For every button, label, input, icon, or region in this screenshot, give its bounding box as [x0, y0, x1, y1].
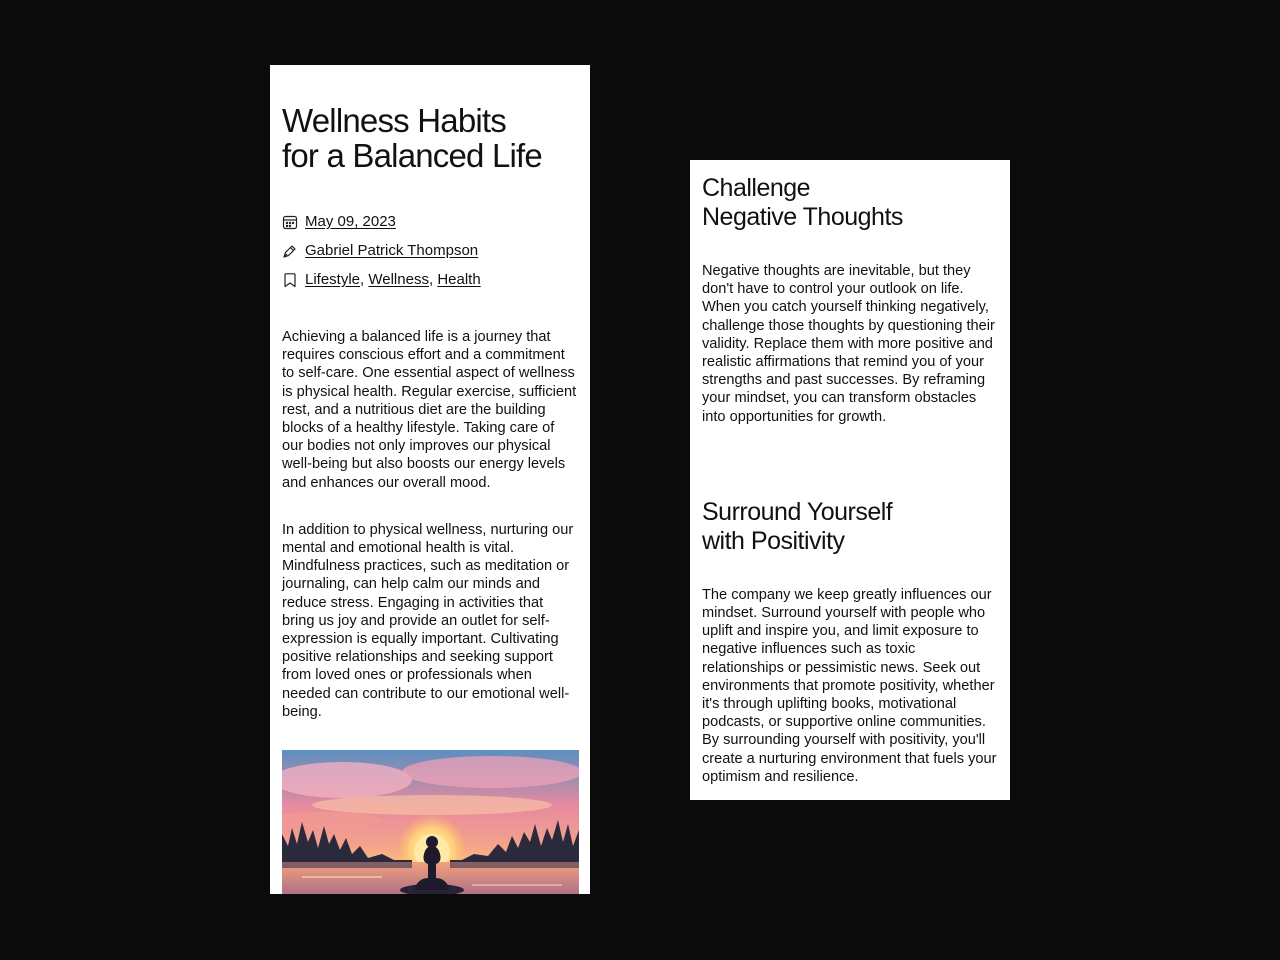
post-title: Wellness Habits for a Balanced Life: [282, 102, 542, 174]
category-link-wellness[interactable]: Wellness: [368, 271, 429, 288]
post-categories: [305, 271, 481, 288]
category-separator: ,: [428, 271, 438, 288]
post-author-row: [282, 236, 578, 265]
category-link-lifestyle[interactable]: Lifestyle: [305, 271, 361, 288]
post-paragraph: In addition to physical wellness, nurturing our mental and emotional health is vital. Mindfulness practices, such as meditation or journaling, can help calm our minds and reduce stress. Engaging in activities that bring us joy and provide an outlet for self-expression is equally important. Cultivating positive relationships and seeking support from loved ones or professionals when needed can contribute to our emotional well-being.: [282, 521, 574, 720]
post-card: [270, 65, 590, 894]
post-date-link[interactable]: May 09, 2023: [305, 213, 396, 230]
section-heading-challenge: Challenge Negative Thoughts: [702, 174, 903, 231]
post-date-row: [282, 207, 578, 236]
meditation-sunset-image: [282, 750, 579, 894]
post-paragraph: Achieving a balanced life is a journey that requires conscious effort and a commitment to self-care. One essential aspect of wellness is physical health. Regular exercise, sufficient rest, and a nutritious diet are the building blocks of a healthy lifestyle. Taking care of our bodies not only improves our physical well-being but also boosts our energy levels and enhances our overall mood.: [282, 329, 577, 491]
post-categories-row: [282, 265, 578, 294]
calendar-icon: [282, 214, 298, 230]
post-author-link[interactable]: Gabriel Patrick Thompson: [305, 242, 479, 259]
post-meta: [282, 207, 578, 294]
section-paragraph-surround: The company we keep greatly influences our mindset. Surround yourself with people who uplift and inspire you, and limit exposure to negative influences such as toxic relationships or pessimistic news. Seek out environments that promote positivity, whether it's through uplifting books, motivational podcasts, or supportive online communities. By surrounding yourself with positivity, you'll create a nurturing environment that fuels your optimism and resilience.: [702, 586, 997, 785]
pen-icon: [282, 243, 298, 259]
category-separator: ,: [360, 271, 369, 288]
bookmark-icon: [282, 272, 298, 288]
sections-card: [690, 160, 1010, 800]
section-paragraph-challenge: Negative thoughts are inevitable, but they don't have to control your outlook on life. When you catch yourself thinking negatively, challenge those thoughts by questioning their validity. Replace them with more positive and realistic affirmations that remind you of your strengths and past successes. By reframing your mindset, you can transform obstacles into opportunities for growth.: [702, 263, 995, 425]
category-link-health[interactable]: Health: [437, 271, 481, 288]
section-heading-surround: Surround Yourself with Positivity: [702, 497, 893, 555]
